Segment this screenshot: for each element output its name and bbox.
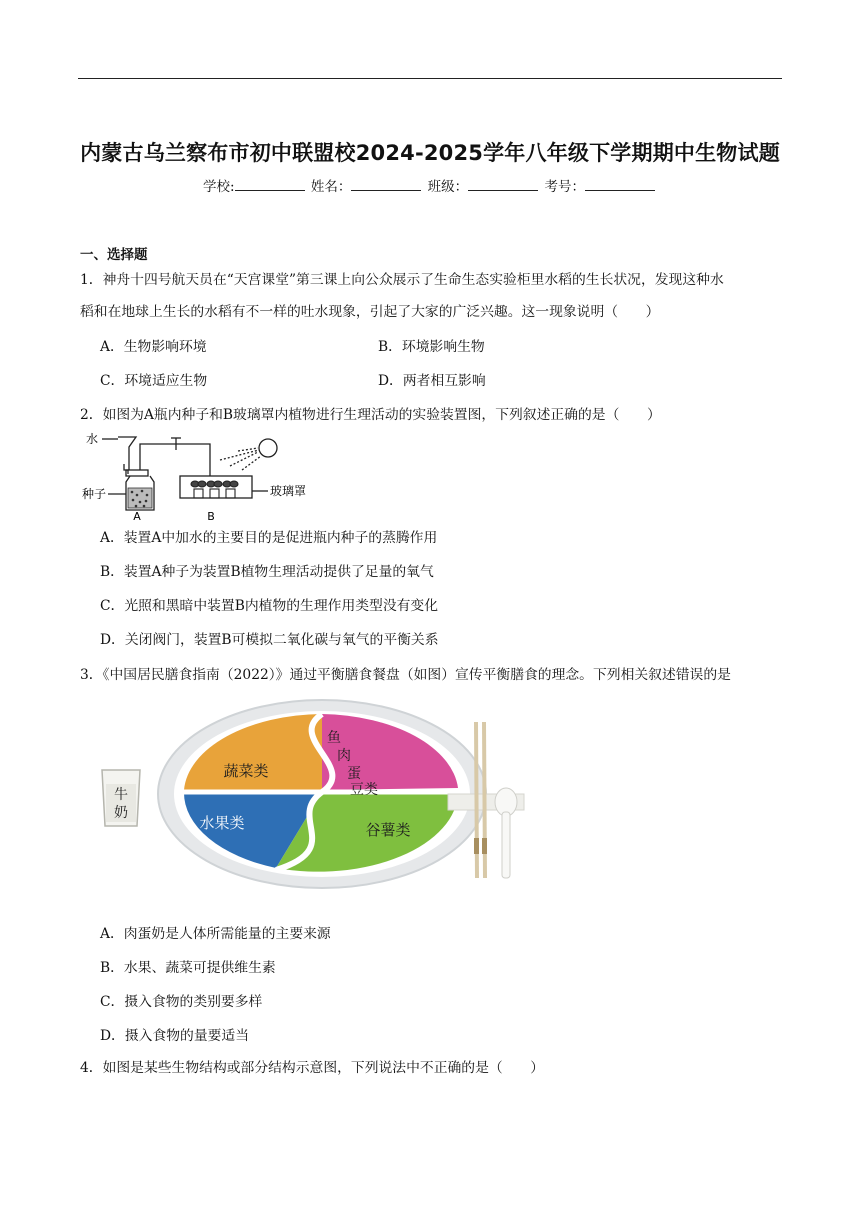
figure-label-a: A bbox=[133, 510, 141, 522]
milk-label-2: 奶 bbox=[114, 805, 128, 821]
milk-glass-icon bbox=[102, 770, 140, 826]
milk-label-1: 牛 bbox=[114, 787, 128, 803]
question-1-option-d[interactable]: D．两者相互影响 bbox=[378, 373, 486, 389]
experiment-apparatus-figure bbox=[80, 430, 320, 522]
question-2-option-d[interactable]: D．关闭阀门，装置B可模拟二氧化碳与氧气的平衡关系 bbox=[100, 632, 439, 648]
question-1-stem bbox=[80, 264, 782, 328]
exam-title: 内蒙古乌兰察布市初中联盟校2024-2025学年八年级下学期期中生物试题 bbox=[80, 141, 780, 165]
question-3-option-b[interactable]: B．水果、蔬菜可提供维生素 bbox=[100, 960, 276, 976]
meat-label-4: 豆类 bbox=[350, 782, 378, 798]
student-info-line bbox=[0, 175, 860, 195]
school-blank[interactable] bbox=[235, 178, 305, 191]
exam-number-blank[interactable] bbox=[585, 178, 655, 191]
grain-label: 谷薯类 bbox=[365, 821, 411, 839]
question-2-option-a[interactable]: A．装置A中加水的主要目的是促进瓶内种子的蒸腾作用 bbox=[100, 530, 438, 546]
question-1-option-c[interactable]: C．环境适应生物 bbox=[100, 373, 208, 389]
question-3-option-c[interactable]: C．摄入食物的类别要多样 bbox=[100, 994, 263, 1010]
class-blank[interactable] bbox=[468, 178, 538, 191]
meat-label-2: 肉 bbox=[337, 748, 351, 764]
fruit-label: 水果类 bbox=[199, 814, 245, 832]
question-2-option-b[interactable]: B．装置A种子为装置B植物生理活动提供了足量的氧气 bbox=[100, 564, 434, 580]
vegetable-label: 蔬菜类 bbox=[223, 762, 269, 780]
school-label: 学校: bbox=[203, 179, 235, 195]
figure-label-glass: 玻璃罩 bbox=[270, 484, 307, 498]
question-1-line-2: 稻和在地球上生长的水稻有不一样的吐水现象，引起了大家的广泛兴趣。这一现象说明（ ） bbox=[80, 304, 660, 320]
figure-label-water: 水 bbox=[85, 432, 98, 446]
meat-label-3: 蛋 bbox=[347, 766, 361, 782]
question-3-option-d[interactable]: D．摄入食物的量要适当 bbox=[100, 1028, 250, 1044]
name-label: 姓名： bbox=[310, 179, 352, 195]
meat-label-1: 鱼 bbox=[327, 730, 341, 746]
question-2-option-c[interactable]: C．光照和黑暗中装置B内植物的生理作用类型没有变化 bbox=[100, 598, 439, 614]
header-rule bbox=[78, 78, 782, 79]
balanced-diet-plate-figure bbox=[96, 698, 536, 898]
question-3-option-a[interactable]: A．肉蛋奶是人体所需能量的主要来源 bbox=[100, 926, 331, 942]
section-heading: 一、选择题 bbox=[80, 247, 148, 263]
question-1-option-b[interactable]: B．环境影响生物 bbox=[378, 339, 485, 355]
question-1-line-1: 1．神舟十四号航天员在“天宫课堂”第三课上向公众展示了生命生态实验柜里水稻的生长状况，发现这种水 bbox=[80, 272, 724, 288]
question-3-stem: 3．《中国居民膳食指南（2022）》通过平衡膳食餐盘（如图）宣传平衡膳食的理念。下列相关叙述错误的是 bbox=[80, 667, 731, 683]
question-2-stem: 2．如图为A瓶内种子和B玻璃罩内植物进行生理活动的实验装置图，下列叙述正确的是（ ） bbox=[80, 407, 661, 423]
figure-label-seed: 种子 bbox=[81, 487, 106, 501]
exam-number-label: 考号： bbox=[544, 179, 585, 195]
name-blank[interactable] bbox=[351, 178, 421, 191]
question-4-stem: 4．如图是某些生物结构或部分结构示意图，下列说法中不正确的是（ ） bbox=[80, 1060, 545, 1076]
question-1-option-a[interactable]: A．生物影响环境 bbox=[100, 339, 207, 355]
figure-label-b: B bbox=[207, 510, 215, 522]
class-label: 班级： bbox=[427, 179, 469, 195]
